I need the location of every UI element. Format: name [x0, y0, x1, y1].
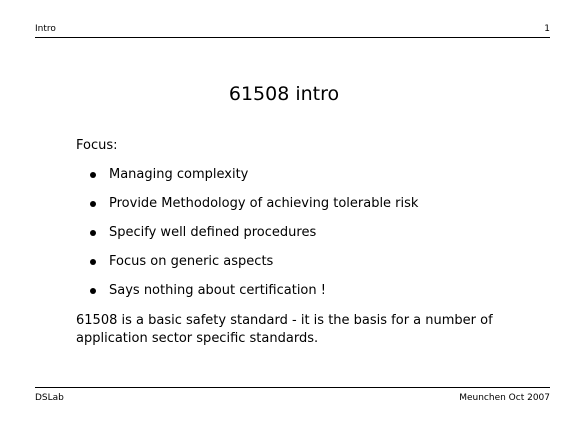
bullet-text: Says nothing about certification !: [109, 283, 326, 298]
bullet-dot-icon: [90, 201, 96, 207]
bullet-text: Managing complexity: [109, 167, 249, 182]
bullet-dot-icon: [90, 172, 96, 178]
bullet-text: Specify well defined procedures: [109, 225, 317, 240]
header-divider: [35, 37, 550, 38]
bullet-dot-icon: [90, 259, 96, 265]
footer-divider: [35, 387, 550, 388]
header-section-title: Intro: [35, 24, 56, 34]
bullet-dot-icon: [90, 288, 96, 294]
footer-organization: DSLab: [35, 393, 64, 403]
footer-event-date: Meunchen Oct 2007: [459, 393, 550, 403]
closing-paragraph: 61508 is a basic safety standard - it is the basis for a number of application sector specific standards.: [76, 313, 493, 346]
bullet-text: Focus on generic aspects: [109, 254, 274, 269]
page-number: 1: [544, 24, 550, 34]
focus-label: Focus:: [76, 138, 118, 153]
bullet-item: [90, 225, 418, 254]
bullet-item: [90, 167, 418, 196]
bullet-dot-icon: [90, 230, 96, 236]
bullet-text: Provide Methodology of achieving tolerable risk: [109, 196, 419, 211]
bullet-item: [90, 254, 418, 283]
bullet-item: [90, 196, 418, 225]
bullet-item: [90, 283, 418, 312]
slide-title: 61508 intro: [228, 83, 340, 105]
bullet-list: [90, 167, 418, 312]
